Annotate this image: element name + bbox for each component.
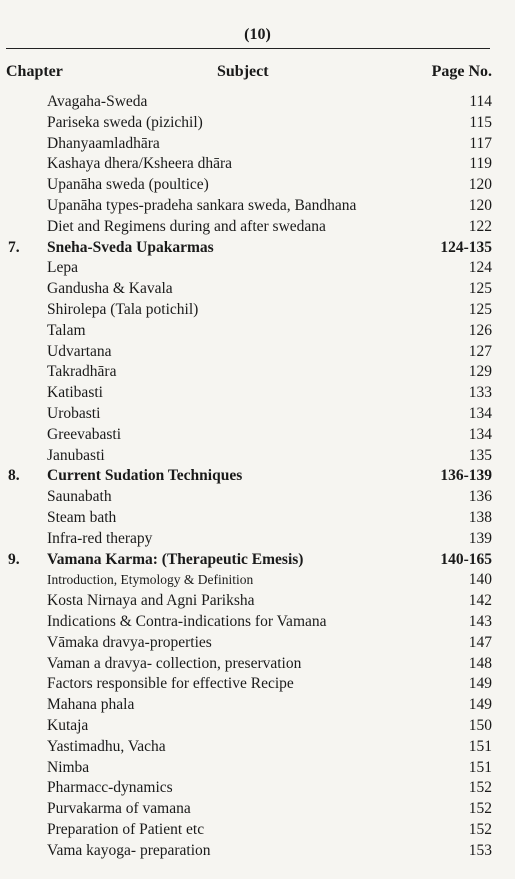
page-reference: 153	[468, 841, 492, 859]
page-reference: 152	[468, 779, 492, 797]
page-reference: 117	[469, 134, 492, 152]
entry-title: Mahana phala	[47, 696, 135, 714]
entry-title: Yastimadhu, Vacha	[47, 737, 166, 755]
toc-entry-row	[6, 279, 492, 300]
entry-title: Diet and Regimens during and after swedana	[47, 217, 326, 235]
entry-title: Upanāha sweda (poultice)	[47, 176, 209, 194]
page-reference: 133	[468, 384, 492, 402]
entry-title: Vaman a dravya- collection, preservation	[47, 654, 302, 672]
page-reference: 129	[468, 363, 492, 381]
entry-title: Vāmaka dravya-properties	[47, 633, 212, 651]
page-number: (10)	[244, 26, 271, 43]
chapter-row	[6, 550, 492, 571]
page-reference: 151	[468, 758, 492, 776]
entry-title: Takradhāra	[47, 363, 117, 381]
toc-entry-row	[6, 154, 492, 175]
page-reference: 142	[468, 592, 492, 610]
toc-entry-row	[6, 487, 492, 508]
page-reference: 149	[468, 696, 492, 714]
entry-title: Gandusha & Kavala	[47, 280, 173, 298]
entry-title: Vama kayoga- preparation	[47, 841, 211, 859]
toc-entry-row	[6, 217, 492, 238]
entry-title: Janubasti	[47, 446, 105, 464]
page-reference: 138	[468, 508, 492, 526]
header-rule	[6, 48, 490, 49]
toc-entry-row	[6, 591, 492, 612]
toc-entry-row	[6, 508, 492, 529]
entry-title: Pharmacc-dynamics	[47, 779, 173, 797]
entry-title: Upanāha types-pradeha sankara sweda, Bandhana	[47, 196, 357, 214]
entry-title: Katibasti	[47, 384, 103, 402]
page-reference: 136-139	[440, 467, 492, 485]
toc-entry-row	[6, 383, 492, 404]
entry-title: Urobasti	[47, 404, 101, 422]
page-reference: 140	[468, 571, 492, 589]
toc-entry-row	[6, 529, 492, 550]
chapter-number: 7.	[8, 238, 20, 256]
page-reference: 150	[468, 716, 492, 734]
entry-title: Dhanyaamladhāra	[47, 134, 160, 152]
toc-entry-row	[6, 654, 492, 675]
chapter-row	[6, 466, 492, 487]
page-reference: 149	[468, 675, 492, 693]
page-reference: 152	[468, 800, 492, 818]
toc-entry-row	[6, 321, 492, 342]
chapter-column-header: Chapter	[6, 63, 63, 80]
page-reference: 114	[469, 93, 492, 110]
page-reference: 139	[468, 529, 492, 547]
entry-title: Steam bath	[47, 508, 117, 526]
toc-entry-row	[6, 716, 492, 737]
toc-entry-row	[6, 362, 492, 383]
toc-entry-row	[6, 134, 492, 155]
page-reference: 136	[468, 488, 492, 506]
chapter-title: Vamana Karma: (Therapeutic Emesis)	[47, 550, 304, 568]
page-reference: 135	[468, 446, 492, 464]
toc-entry-row	[6, 820, 492, 841]
page-no-column-header: Page No.	[431, 63, 492, 80]
entry-title: Preparation of Patient etc	[47, 820, 205, 838]
entry-title: Kutaja	[47, 716, 89, 734]
page-reference: 134	[468, 425, 492, 443]
page-reference: 120	[468, 196, 492, 214]
entry-title: Pariseka sweda (pizichil)	[47, 113, 203, 131]
page-reference: 125	[468, 280, 492, 298]
toc-entry-row	[6, 695, 492, 716]
page-reference: 119	[469, 155, 492, 173]
entry-title: Avagaha-Sweda	[47, 93, 148, 110]
toc-entry-row	[6, 674, 492, 695]
chapter-title: Current Sudation Techniques	[47, 467, 243, 485]
chapter-number: 8.	[8, 467, 20, 485]
page-reference: 134	[468, 404, 492, 422]
page-reference: 127	[468, 342, 492, 360]
page-reference: 124-135	[440, 238, 492, 256]
toc-entry-row	[6, 841, 492, 862]
page-reference: 125	[468, 300, 492, 318]
page-reference: 122	[468, 217, 492, 235]
toc-entry-row	[6, 300, 492, 321]
subject-column-header: Subject	[217, 63, 269, 80]
entry-title: Greevabasti	[47, 425, 122, 443]
page-reference: 120	[468, 176, 492, 194]
page-reference: 148	[468, 654, 492, 672]
toc-entry-row	[6, 570, 492, 591]
page-reference: 151	[468, 737, 492, 755]
entry-title: Udvartana	[47, 342, 112, 360]
toc-entry-row	[6, 175, 492, 196]
toc-entry-row	[6, 425, 492, 446]
toc-entry-row	[6, 758, 492, 779]
toc-entry-row	[6, 404, 492, 425]
toc-entry-row	[6, 446, 492, 467]
toc-entry-row	[6, 196, 492, 217]
entry-title: Kashaya dhera/Ksheera dhāra	[47, 155, 233, 173]
toc-header	[6, 63, 492, 85]
entry-title: Indications & Contra-indications for Vamana	[47, 612, 327, 630]
entry-title: Nimba	[47, 758, 90, 776]
chapter-number: 9.	[8, 550, 20, 568]
toc-entry-row	[6, 799, 492, 820]
page-reference: 143	[468, 612, 492, 630]
entry-title: Talam	[47, 321, 86, 339]
toc-entry-row	[6, 778, 492, 799]
page-reference: 115	[469, 113, 492, 131]
entry-title: Kosta Nirnaya and Agni Pariksha	[47, 592, 255, 610]
entry-title: Factors responsible for effective Recipe	[47, 675, 294, 693]
entry-title: Lepa	[47, 259, 78, 277]
entry-title: Purvakarma of vamana	[47, 800, 191, 818]
page-reference: 140-165	[440, 550, 492, 568]
chapter-row	[6, 238, 492, 259]
entry-title: Introduction, Etymology & Definition	[47, 572, 254, 588]
page-reference: 152	[468, 820, 492, 838]
toc-entry-row	[6, 113, 492, 134]
toc-entry-row	[6, 737, 492, 758]
entry-title: Saunabath	[47, 488, 112, 506]
toc-entry-row	[6, 258, 492, 279]
toc-entry-row	[6, 92, 492, 113]
toc-entry-row	[6, 633, 492, 654]
entry-title: Infra-red therapy	[47, 529, 153, 547]
page-reference: 126	[468, 321, 492, 339]
toc-entry-row	[6, 612, 492, 633]
page-reference: 147	[468, 633, 492, 651]
table-of-contents	[6, 92, 492, 861]
toc-entry-row	[6, 342, 492, 363]
entry-title: Shirolepa (Tala potichil)	[47, 300, 199, 318]
page-reference: 124	[468, 259, 492, 277]
chapter-title: Sneha-Sveda Upakarmas	[47, 238, 214, 256]
